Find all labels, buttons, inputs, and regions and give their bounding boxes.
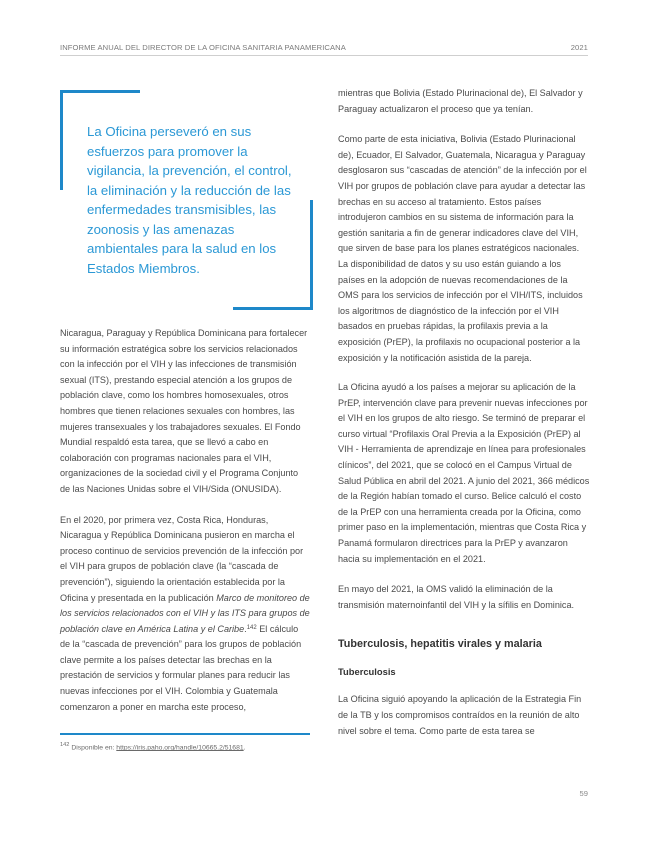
quote-bracket-top [60,90,140,93]
pull-quote-box [60,90,313,310]
running-header [60,43,588,55]
footnote-number: 142 [60,742,70,748]
subsection-heading: Tuberculosis [338,666,396,678]
section-heading: Tuberculosis, hepatitis virales y malaria [338,638,542,651]
page-number: 59 [579,789,588,798]
paragraph [60,513,310,716]
paragraph: Nicaragua, Paraguay y República Dominicana para fortalecer su información estratégica sobre los servicios relacionados con la infección por el VIH y las infecciones de transmisión sexual (ITS), prestando especial atención a los grupos de población clave, como los hombres homosexuales, otros hombres que tienen relaciones sexuales con hombres, las mujeres transexuales y los trabajadores sexuales. El Fondo Mundial respaldó esta tarea, que se llevó a cabo en colaboración con programas nacionales para el VIH, organizaciones de la sociedad civil y el Programa Conjunto de las Naciones Unidas sobre el VIH/Sida (ONUSIDA). [60,328,308,494]
report-year: 2021 [570,43,588,52]
paragraph-text: En el 2020, por primera vez, Costa Rica, Honduras, Nicaragua y República Dominicana pusieron en marcha el proceso continuo de servicios prevención de la infección por el VIH para grupos de población clave (la “cascada de prevención”), siguiendo la orientación establecida por la Oficina y presentada en la publicación [60,514,304,603]
footnote-end: . [243,744,246,752]
footnote-text: Disponible en: [69,744,117,752]
paragraph: En mayo del 2021, la OMS validó la eliminación de la transmisión maternoinfantil del VIH y la sífilis en Dominica. [338,584,575,610]
footnote-ref[interactable]: 142 [246,624,257,631]
paragraph-text: El cálculo de la “cascada de prevención” para los grupos de población clave permite a los países detectar las brechas en la prestación de servicios y formular planes para reducir las nuevas infecciones por el VIH. Colombia y Guatemala comenzaron a poner en marcha este proceso, [60,623,302,712]
quote-bracket-right [310,200,313,310]
footnote [60,742,246,751]
publication-title: Marco de monitoreo de los servicios relacionados con el VIH y las ITS para grupos de población clave en América Latina y el Caribe [60,592,310,634]
paragraph: La Oficina siguió apoyando la aplicación de la Estrategia Fin de la TB y los compromisos contraídos en la reunión de alto nivel sobre el tema. Como parte de esta tarea se [338,694,582,736]
right-column [338,86,590,754]
header-divider [60,55,588,56]
period: . [244,623,247,634]
quote-bracket-bottom [233,307,313,310]
pull-quote-text: La Oficina perseveró en sus esfuerzos para promover la vigilancia, la prevención, el control, la eliminación y la reducción de las enfermedades transmisibles, las zoonosis y las amenazas ambientales para la salud en los Estados Miembros. [87,124,292,276]
footnote-link[interactable]: https://iris.paho.org/handle/10665.2/51681 [116,744,244,752]
left-column [60,326,310,730]
report-title: INFORME ANUAL DEL DIRECTOR DE LA OFICINA SANITARIA PANAMERICANA [60,43,346,52]
paragraph: La Oficina ayudó a los países a mejorar su aplicación de la PrEP, intervención clave para prevenir nuevas infecciones por el VIH en los grupos de alto riesgo. Se terminó de preparar el curso virtual “Profilaxis Oral Previa a la Exposición (PrEP) al VIH - Herramienta de aprendizaje en línea para profesionales clínicos”, del 2021, que se colocó en el Campus Virtual de Salud Pública en abril del 2021. A junio del 2021, 366 médicos de la Región habían tomado el curso. Belice calculó el costo de la PrEP con una herramienta creada por la Oficina, como primer paso en la implementación, mientras que Costa Rica y Panamá formularon directrices para la PrEP y avanzaron hacia su implementación en el 2021. [338,382,590,564]
quote-bracket-left [60,90,63,190]
paragraph: Como parte de esta iniciativa, Bolivia (Estado Plurinacional de), Ecuador, El Salvador, Guatemala, Nicaragua y Paraguay desglosaron sus “cascadas de atención” de la infección por el VIH por grupos de población clave para ayudar a detectar las brechas en su acceso al tratamiento. Estos países introdujeron cambios en su sistema de información para la gestión sanitaria a fin de generar indicadores clave del VIH, que sirven de base para los planes estratégicos nacionales. La disponibilidad de datos y su uso están guiando a los países en la adopción de nuevas recomendaciones de la OMS para los servicios de infección por el VIH/ITS, incluidos los algoritmos de diagnóstico de la infección por el VIH basados en pruebas rápidas, la profilaxis previa a la exposición (PrEP), la profilaxis no ocupacional posterior a la exposición y la notificación asistida de la pareja. [338,134,587,363]
footnote-divider [60,733,310,735]
paragraph: mientras que Bolivia (Estado Plurinacional de), El Salvador y Paraguay actualizaron el proceso que ya tenían. [338,88,583,114]
